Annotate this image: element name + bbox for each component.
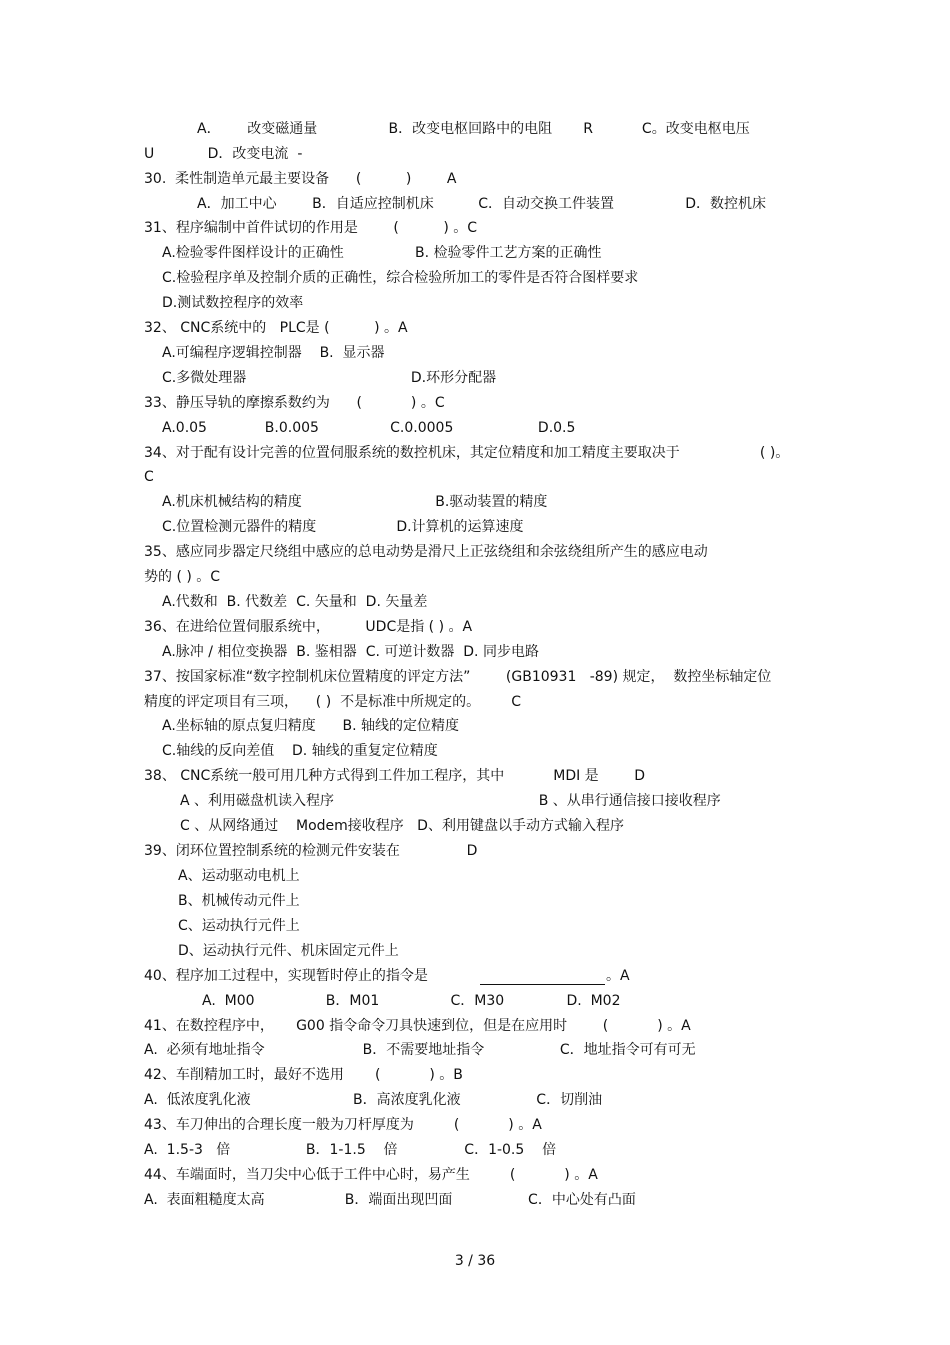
text-line: A 、利用磁盘机读入程序 B 、从串行通信接口接收程序 bbox=[180, 793, 721, 809]
text-line: A. 1.5-3 倍 B．1-1.5 倍 C．1-0.5 倍 bbox=[144, 1142, 557, 1158]
question-30: 30. 柔性制造单元最主要设备 ( ) A bbox=[144, 171, 457, 187]
text-line: A.可编程序逻辑控制器 B. 显示器 bbox=[162, 345, 385, 361]
text-line: C、运动执行元件上 bbox=[178, 918, 300, 934]
text-line: D.测试数控程序的效率 bbox=[162, 295, 304, 311]
text-line: C.轴线的反向差值 D. 轴线的重复定位精度 bbox=[162, 743, 438, 759]
text-line: C.检验程序单及控制介质的正确性，综合检验所加工的零件是否符合图样要求 bbox=[162, 270, 639, 286]
text-line: A. 表面粗糙度太高 B．端面出现凹面 C．中心处有凸面 bbox=[144, 1192, 636, 1208]
question-39: 39、闭环位置控制系统的检测元件安装在 D bbox=[144, 843, 478, 859]
page-number: 3 / 36 bbox=[454, 1253, 496, 1269]
text-line: A． 改变磁通量 B．改变电枢回路中的电阻 R C。改变电枢电压 bbox=[197, 121, 750, 137]
answer-blank bbox=[480, 984, 605, 985]
text-line: A. M00 B．M01 C．M30 D. M02 bbox=[202, 993, 621, 1009]
text-line: 势的 ( ) 。C bbox=[144, 569, 221, 585]
text-line: D、运动执行元件、机床固定元件上 bbox=[178, 943, 399, 959]
question-43: 43、车刀伸出的合理长度一般为刀杆厚度为 ( ) 。A bbox=[144, 1117, 542, 1133]
text-line: A.机床机械结构的精度 B.驱动装置的精度 bbox=[162, 494, 548, 510]
text-line: A．加工中心 B．自适应控制机床 C．自动交换工件装置 D．数控机床 bbox=[197, 196, 767, 212]
question-44: 44、车端面时，当刀尖中心低于工件中心时，易产生 ( ) 。A bbox=[144, 1167, 598, 1183]
question-35: 35、感应同步器定尺绕组中感应的总电动势是滑尺上正弦绕组和余弦绕组所产生的感应电动 bbox=[144, 544, 708, 560]
question-41: 41、在数控程序中， G00 指令命令刀具快速到位，但是在应用时 ( ) 。A bbox=[144, 1018, 691, 1034]
text-line: 。A bbox=[606, 968, 630, 984]
text-line: B、机械传动元件上 bbox=[178, 893, 300, 909]
question-34: 34、对于配有设计完善的位置伺服系统的数控机床，其定位精度和加工精度主要取决于 ( )。 bbox=[144, 445, 790, 461]
question-40: 40、程序加工过程中，实现暂时停止的指令是 bbox=[144, 968, 428, 984]
text-line: C.多微处理器 D.环形分配器 bbox=[162, 370, 497, 386]
question-32: 32、 CNC系统中的 PLC是 ( ) 。A bbox=[144, 320, 408, 336]
text-line: A.0.05 B.0.005 C.0.0005 D.0.5 bbox=[162, 420, 576, 436]
text-line: A、运动驱动电机上 bbox=[178, 868, 300, 884]
text-line: A. 低浓度乳化液 B．高浓度乳化液 C．切削油 bbox=[144, 1092, 603, 1108]
text-line: A. 必须有地址指令 B．不需要地址指令 C．地址指令可有可无 bbox=[144, 1042, 696, 1058]
text-line: A.坐标轴的原点复归精度 B. 轴线的定位精度 bbox=[162, 718, 459, 734]
text-line: 精度的评定项目有三项， ( ) 不是标准中所规定的。 C bbox=[144, 694, 522, 710]
question-37: 37、按国家标准“数字控制机床位置精度的评定方法” (GB10931 -89) 规定， 数控坐标轴定位 bbox=[144, 669, 772, 685]
text-line: C.位置检测元器件的精度 D.计算机的运算速度 bbox=[162, 519, 524, 535]
text-line: C bbox=[144, 469, 154, 485]
text-line: U D．改变电流 - bbox=[144, 146, 303, 162]
text-line: A.检验零件图样设计的正确性 B. 检验零件工艺方案的正确性 bbox=[162, 245, 602, 261]
question-42: 42、车削精加工时，最好不选用 ( ) 。B bbox=[144, 1067, 463, 1083]
text-line: A.代数和 B. 代数差 C. 矢量和 D. 矢量差 bbox=[162, 594, 428, 610]
question-31: 31、程序编制中首件试切的作用是 ( ) 。C bbox=[144, 220, 478, 236]
text-line: C 、从网络通过 Modem接收程序 D、利用键盘以手动方式输入程序 bbox=[180, 818, 624, 834]
question-36: 36、在进给位置伺服系统中， UDC是指 ( ) 。A bbox=[144, 619, 473, 635]
question-33: 33、静压导轨的摩擦系数约为 ( ) 。C bbox=[144, 395, 445, 411]
question-38: 38、 CNC系统一般可用几种方式得到工件加工程序，其中 MDI 是 D bbox=[144, 768, 646, 784]
text-line: A.脉冲 / 相位变换器 B. 鉴相器 C. 可逆计数器 D. 同步电路 bbox=[162, 644, 539, 660]
